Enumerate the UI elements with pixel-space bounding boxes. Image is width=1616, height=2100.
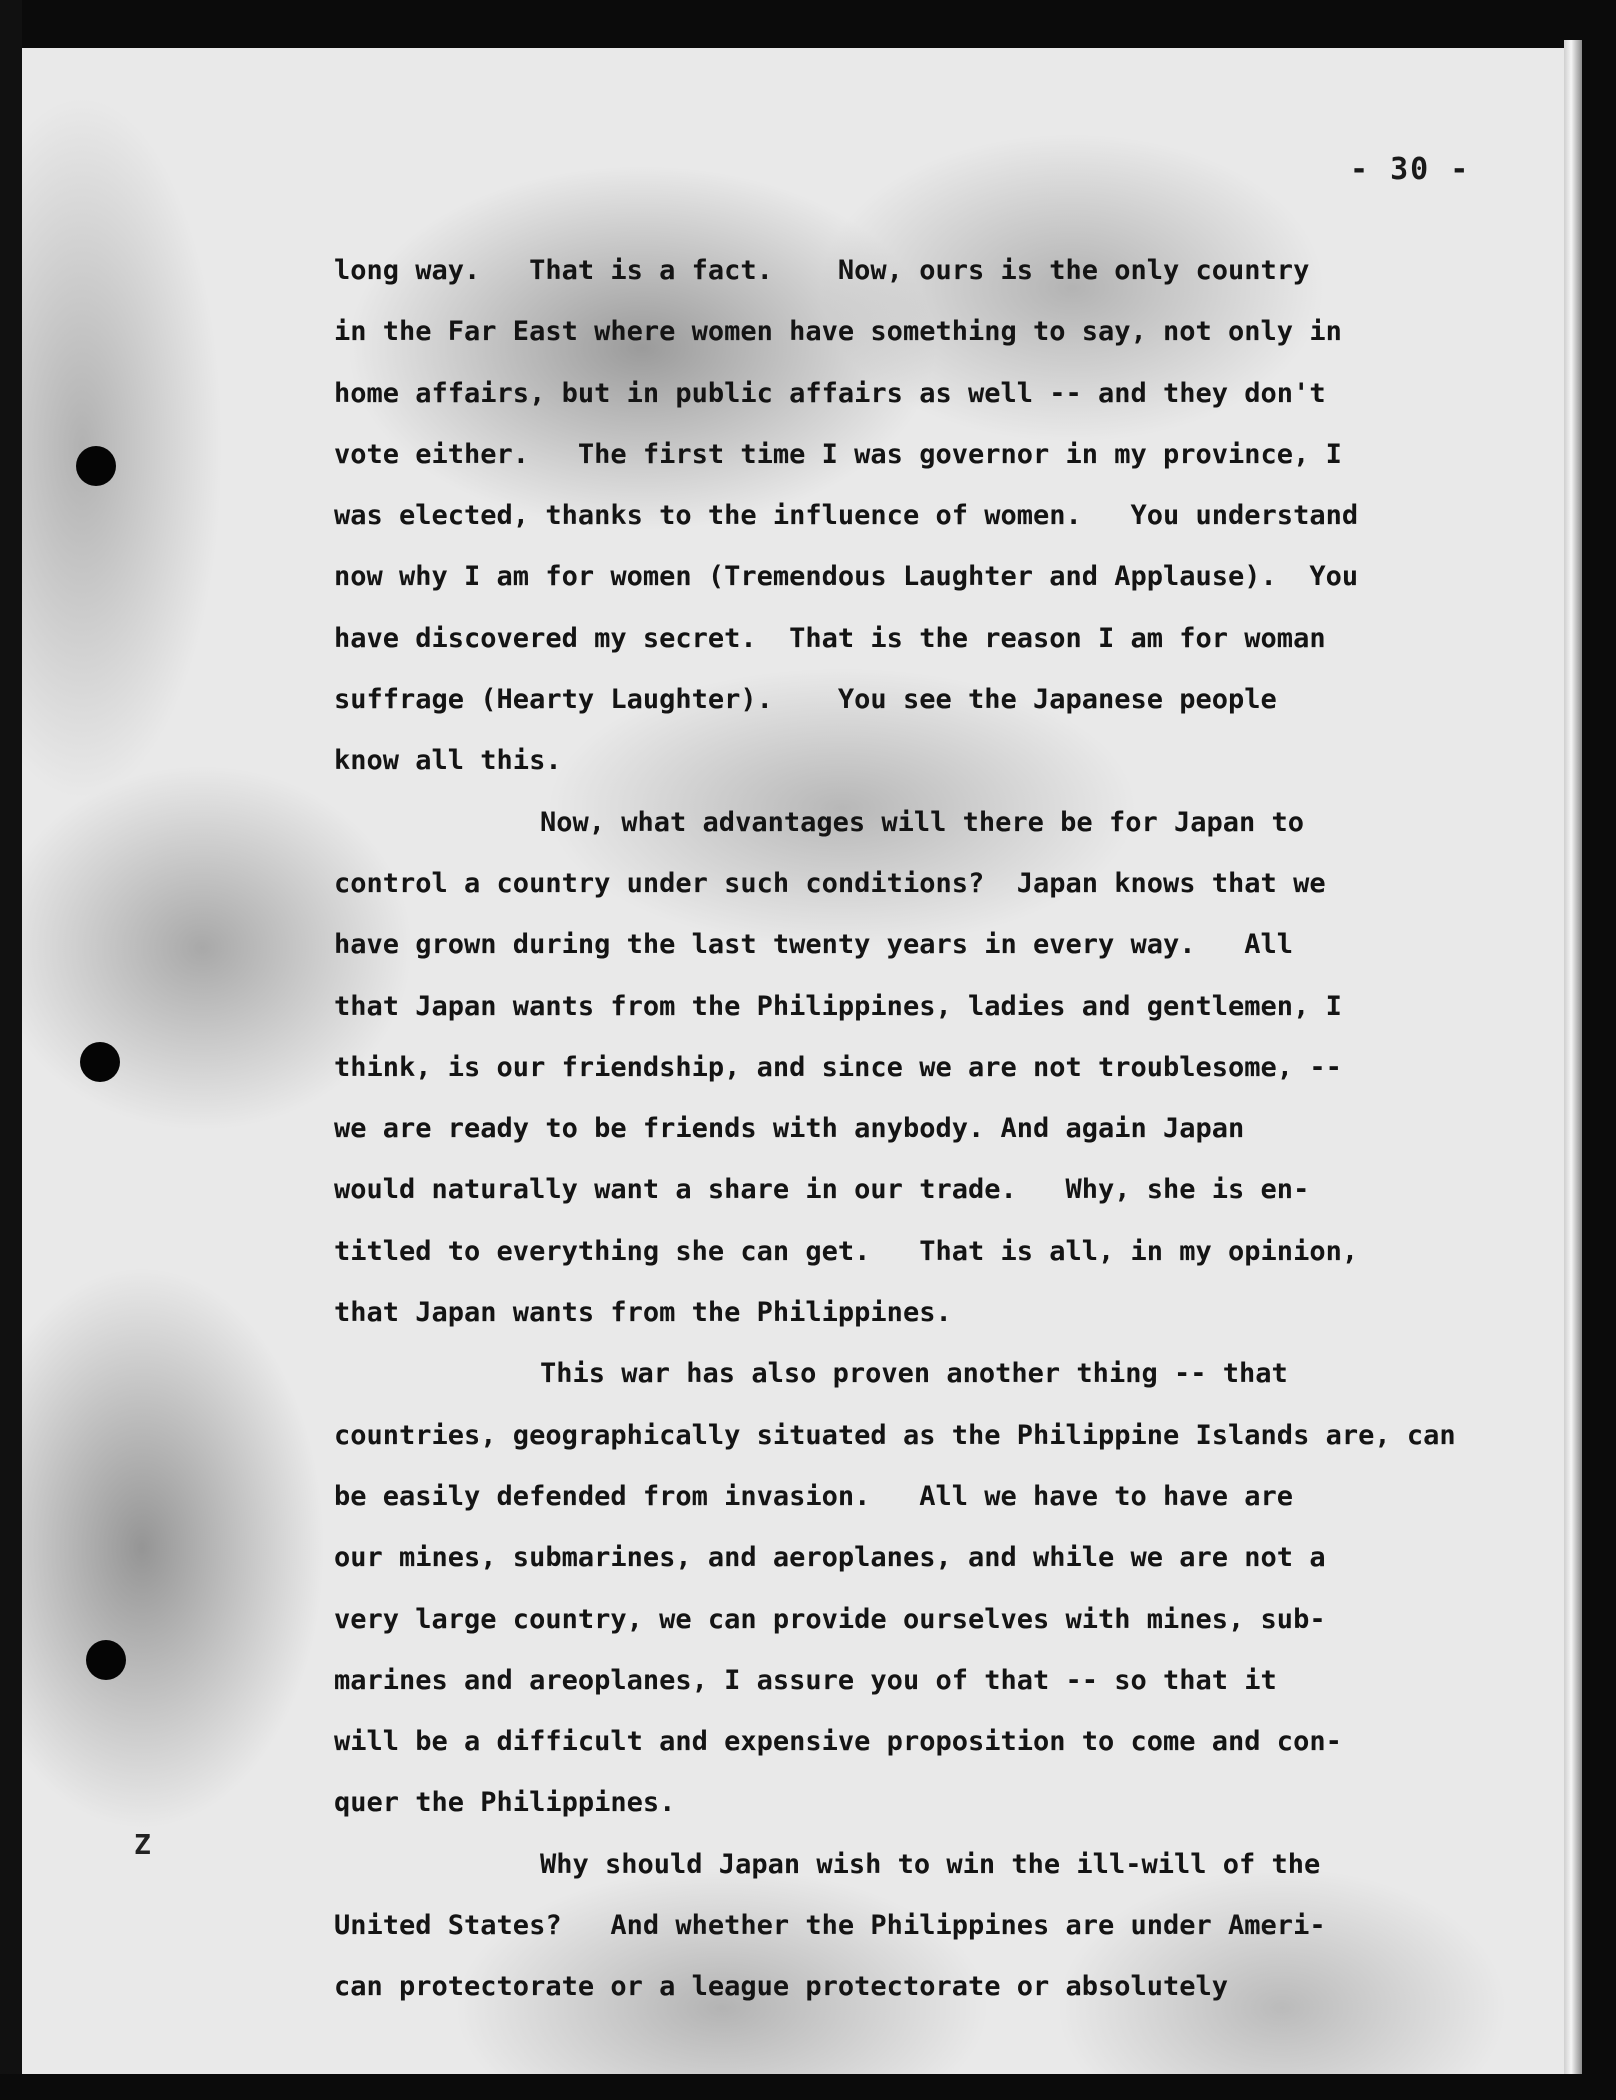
paragraph-1 xyxy=(334,240,1504,792)
body-text xyxy=(334,240,1504,2018)
text-line: can protectorate or a league protectorate or absolutely xyxy=(334,1971,1229,2003)
text-line: be easily defended from invasion. All we have to have are xyxy=(334,1480,1294,1512)
text-line: vote either. The first time I was governor in my province, I xyxy=(334,438,1342,470)
scan-border-right xyxy=(1582,0,1616,2100)
text-line: know all this. xyxy=(334,745,562,777)
text-line: we are ready to be friends with anybody. And again Japan xyxy=(334,1113,1245,1145)
text-line: marines and areoplanes, I assure you of that -- so that it xyxy=(334,1664,1277,1696)
text-line: control a country under such conditions? Japan knows that we xyxy=(334,867,1326,899)
paragraph-2 xyxy=(334,792,1504,1344)
text-line: Now, what advantages will there be for Japan to xyxy=(540,806,1305,838)
text-line: our mines, submarines, and aeroplanes, and while we are not a xyxy=(334,1542,1326,1574)
text-line: very large country, we can provide ourselves with mines, sub- xyxy=(334,1603,1326,1635)
text-line: that Japan wants from the Philippines, ladies and gentlemen, I xyxy=(334,990,1342,1022)
punch-hole xyxy=(80,1042,120,1082)
text-line: will be a difficult and expensive proposition to come and con- xyxy=(334,1726,1342,1758)
scan-border-bottom xyxy=(0,2074,1616,2100)
text-line: think, is our friendship, and since we are not troublesome, -- xyxy=(334,1051,1342,1083)
page-edge xyxy=(1564,40,1582,2074)
page-number: - 30 - xyxy=(1350,152,1471,187)
text-line: countries, geographically situated as the Philippine Islands are, can xyxy=(334,1419,1456,1451)
text-line: would naturally want a share in our trade. Why, she is en- xyxy=(334,1174,1310,1206)
scan-border-top xyxy=(0,0,1616,48)
text-line: home affairs, but in public affairs as well -- and they don't xyxy=(334,377,1326,409)
text-line: now why I am for women (Tremendous Laughter and Applause). You xyxy=(334,561,1359,593)
text-line: have discovered my secret. That is the reason I am for woman xyxy=(334,622,1326,654)
text-line: titled to everything she can get. That is all, in my opinion, xyxy=(334,1235,1359,1267)
text-line: Why should Japan wish to win the ill-will of the xyxy=(540,1848,1321,1880)
text-line: suffrage (Hearty Laughter). You see the Japanese people xyxy=(334,684,1277,716)
text-line: that Japan wants from the Philippines. xyxy=(334,1297,952,1329)
margin-mark: Z xyxy=(134,1828,151,1861)
paragraph-3 xyxy=(334,1343,1504,1833)
text-line: quer the Philippines. xyxy=(334,1787,676,1819)
text-line: long way. That is a fact. Now, ours is the only country xyxy=(334,255,1310,286)
scan-border-left xyxy=(0,0,22,2100)
punch-hole xyxy=(76,446,116,486)
punch-hole xyxy=(86,1640,126,1680)
text-line: have grown during the last twenty years in every way. All xyxy=(334,929,1294,961)
paragraph-4 xyxy=(334,1834,1504,2018)
text-line: This war has also proven another thing -- that xyxy=(540,1358,1288,1390)
text-line: was elected, thanks to the influence of women. You understand xyxy=(334,500,1359,532)
text-line: in the Far East where women have something to say, not only in xyxy=(334,316,1342,348)
text-line: United States? And whether the Philippines are under Ameri- xyxy=(334,1910,1326,1942)
